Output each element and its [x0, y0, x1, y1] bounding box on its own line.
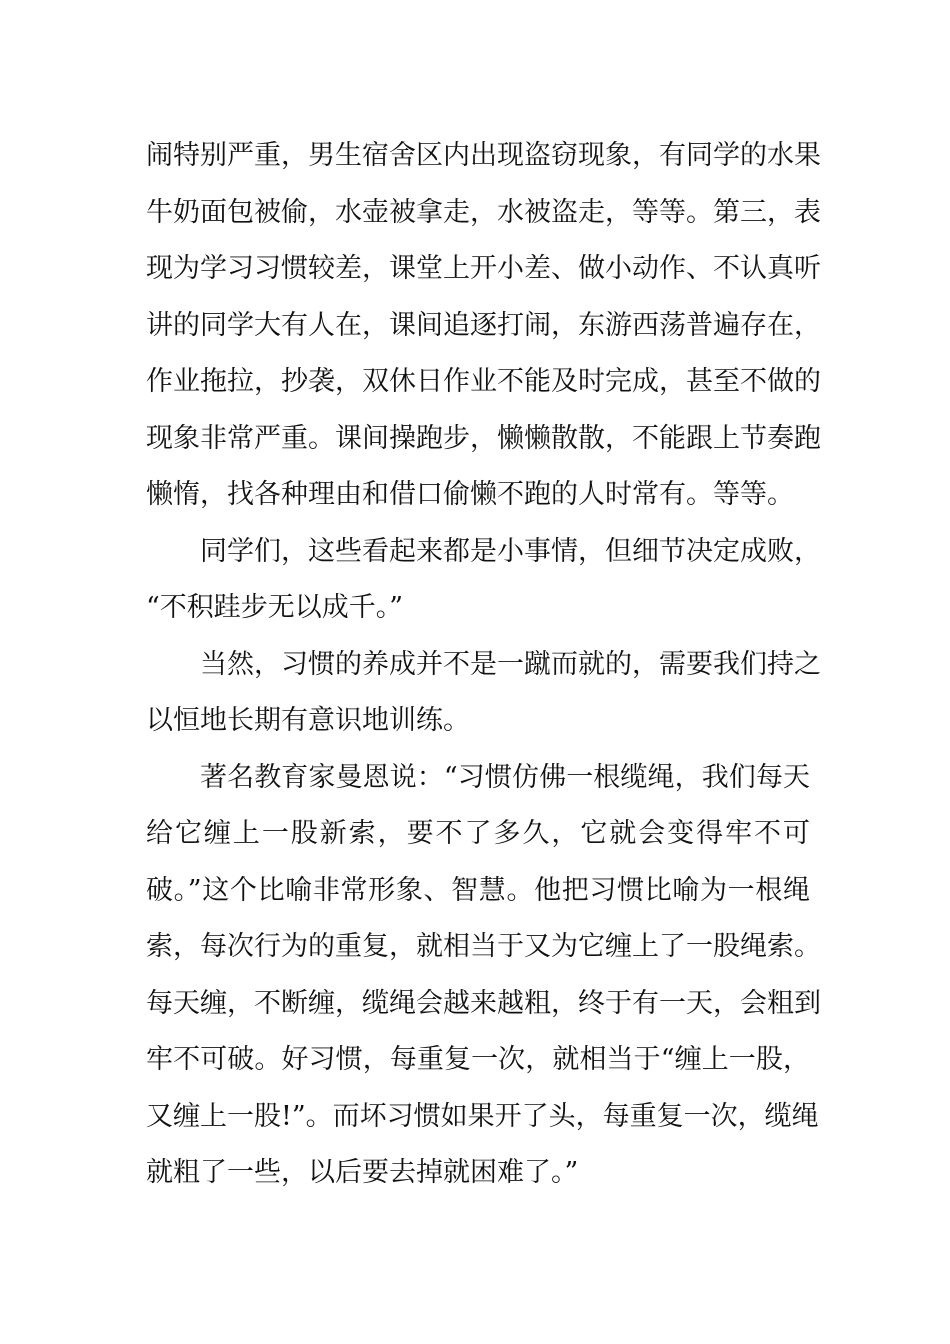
text-line: 闹特别严重，男生宿舍区内出现盗窃现象，有同学的水果	[146, 140, 821, 171]
text-line: “不积跬步无以成千。”	[146, 592, 404, 623]
text-line: 现为学习习惯较差，课堂上开小差、做小动作、不认真听	[146, 253, 821, 284]
text-line: 作业拖拉，抄袭，双休日作业不能及时完成，甚至不做的	[146, 366, 821, 397]
text-line: 每天缠，不断缠，缆绳会越来越粗，终于有一天，会粗到	[146, 987, 821, 1019]
text-line: 又缠上一股!”。而坏习惯如果开了头，每重复一次，缆绳	[146, 1100, 819, 1132]
text-line: 懒惰，找各种理由和借口偷懒不跑的人时常有。等等。	[146, 479, 794, 510]
text-line: 给它缠上一股新索，要不了多久，它就会变得牢不可	[146, 818, 810, 849]
text-line: 就粗了一些，以后要去掉就困难了。”	[146, 1157, 579, 1188]
text-line: 破。”这个比喻非常形象、智慧。他把习惯比喻为一根绳	[146, 874, 810, 906]
text-line: 讲的同学大有人在，课间追逐打闹，东游西荡普遍存在，	[146, 309, 821, 341]
text-line: 牛奶面包被偷，水壶被拿走，水被盗走，等等。第三，表	[146, 196, 821, 228]
paragraph-first-line: 同学们，这些看起来都是小事情，但细节决定成败，	[200, 535, 821, 567]
document-body	[146, 128, 821, 1202]
paragraph-first-line: 著名教育家曼恩说：“习惯仿佛一根缆绳，我们每天	[200, 761, 810, 793]
text-line: 以恒地长期有意识地训练。	[146, 705, 470, 736]
paragraph-first-line: 当然，习惯的养成并不是一蹴而就的，需要我们持之	[200, 648, 821, 680]
text-line: 索，每次行为的重复，就相当于又为它缠上了一股绳索。	[146, 931, 821, 962]
text-line: 牢不可破。好习惯，每重复一次，就相当于“缠上一股，	[146, 1044, 810, 1075]
text-line: 现象非常严重。课间操跑步，懒懒散散，不能跟上节奏跑	[146, 422, 821, 454]
